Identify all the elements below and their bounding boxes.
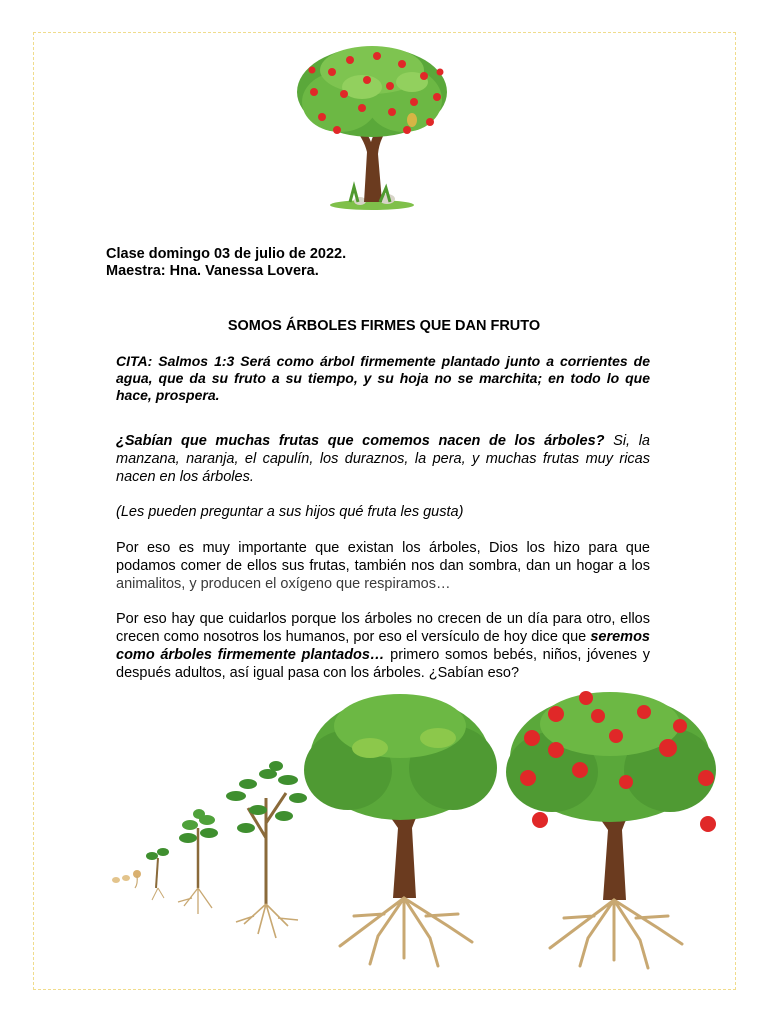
bible-quote: CITA: Salmos 1:3 Será como árbol firmemente plantado junto a corrientes de agua, que da su fruto a su tiempo, y su hoja no se marchita; en todo lo que hace, prospera.	[116, 353, 650, 403]
paragraph-importance-end: animalitos, y producen el oxígeno que respiramos…	[116, 576, 451, 592]
question-paragraph	[116, 432, 650, 486]
parent-note: (Les pueden preguntar a sus hijos qué fruta les gusta)	[116, 504, 464, 520]
sprout-stage-icon	[146, 848, 169, 900]
paragraph-care-after: primero somos bebés, niños, jóvenes y después adultos, así igual pasa con los árboles. ¿Sabían eso?	[116, 647, 650, 681]
question-bold: ¿Sabían que muchas frutas que comemos nacen de los árboles?	[116, 433, 605, 449]
lesson-title: SOMOS ÁRBOLES FIRMES QUE DAN FRUTO	[227, 318, 541, 334]
paragraph-care-emphasis: seremos como árboles firmemente plantados…	[116, 629, 650, 663]
paragraph-care	[116, 610, 650, 682]
paragraph-importance-main: Por eso es muy importante que existan los árboles, Dios los hizo para que podamos comer de ellos sus frutas, también nos dan sombra, dan un hogar a los	[116, 540, 650, 574]
seedling-stage-icon	[178, 809, 218, 914]
teacher-name: Maestra: Hna. Vanessa Lovera.	[106, 263, 319, 279]
fruit-tree-stage-icon	[506, 691, 716, 968]
tree-growth-stages-icon	[108, 688, 738, 978]
class-header	[106, 246, 346, 280]
young-tree-stage-icon	[226, 761, 307, 938]
apple-tree-icon	[292, 42, 452, 212]
paragraph-importance	[116, 539, 650, 593]
seed-stage-icon	[112, 870, 141, 888]
class-date: Clase domingo 03 de julio de 2022.	[106, 246, 347, 262]
paragraph-care-before: Por eso hay que cuidarlos porque los árboles no crecen de un día para otro, ellos crecen como nosotros los humanos, por eso el versículo de hoy dice que	[116, 611, 650, 645]
question-rest: Si, la manzana, naranja, el capulín, los duraznos, la pera, y muchas frutas muy ricas nacen en los árboles.	[116, 433, 650, 485]
mature-tree-stage-icon	[304, 694, 497, 966]
